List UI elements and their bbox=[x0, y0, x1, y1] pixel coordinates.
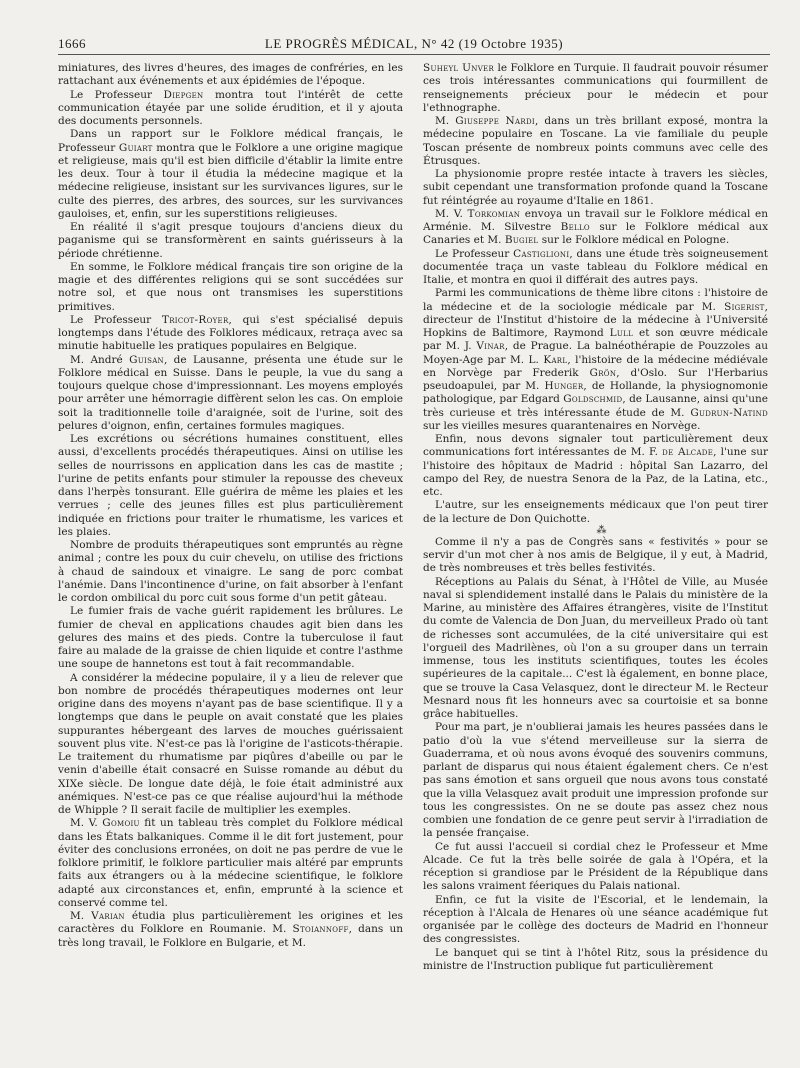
text-run: envoya un travail sur le Folklore médical en Arménie. M. Silvestre bbox=[423, 207, 768, 233]
text-run: fit un tableau très complet du Folklore médical dans les États balkaniques. Comme il le dit fort justement, pour éviter des conclusions erronées, on doit ne pas perdre de vue le folklore primitif, le folklore particulier mais altéré par emprunts faits aux étrangers ou à la médecine scientifique, le folklore adapté aux circonstances et, enfin, emprunté à la science et conservé comme tel. bbox=[58, 817, 403, 909]
text-run: M. André bbox=[70, 353, 130, 366]
text-run: La physionomie propre restée intacte à travers les siècles, subit cependant une transformation profonde quand la Toscane fut réintégrée au royaume d'Italie en 1861. bbox=[423, 168, 768, 207]
para-guisan bbox=[58, 354, 403, 434]
text-run: , de Lausanne, ainsi qu'une très curieuse et très intéressante étude de M. bbox=[423, 393, 768, 419]
text-run: Réceptions au Palais du Sénat, à l'Hôtel de Ville, au Musée naval si splendidement installé dans le Palais du ministère de la Marine, au ministère des Affaires étrangères, visite de l'Institut du comte de Valencia de Don Juan, du merveilleux Prado où tant de richesses sont accumulées, de la cité universitaire qui est l'orgueil des Madrilènes, où l'on a su grouper dans un terrain immense, tous les instituts scientifiques, toutes les écoles supérieures de la capitale... C'est là également, en bonne place, que se trouve la Casa Velasquez, dont le directeur M. le Recteur Mesnard nous fit les honneurs avec sa courtoisie et sa bonne grâce habituelles. bbox=[423, 575, 768, 720]
running-title: LE PROGRÈS MÉDICAL, N° 42 (19 Octobre 1935) bbox=[264, 36, 564, 51]
text-run: et son œuvre médicale par M. J. bbox=[423, 327, 768, 353]
para-nardi bbox=[423, 115, 768, 168]
person-name: Vinar bbox=[476, 340, 505, 353]
para-alcade-accueil bbox=[423, 841, 768, 894]
text-run: L'autre, sur les enseignements médicaux que l'on peut tirer de la lecture de Don Quichotte. bbox=[423, 499, 768, 525]
text-run: , directeur de l'Institut d'histoire de la médecine à l'Université Hopkins de Baltimore, Raymond bbox=[423, 300, 768, 339]
person-name: Guisan bbox=[129, 353, 164, 366]
para-receptions bbox=[423, 576, 768, 722]
text-run: Nombre de produits thérapeutiques sont empruntés au règne animal ; contre les poux du cuir chevelu, on utilise des frictions à chaud de saindoux et vinaigre. Le sang de porc combat l'anémie. Dans l'incontinence d'urine, on fait absorber à l'enfant le cordon ombilical du porc cuit sous forme d'un petit gâteau. bbox=[58, 539, 403, 604]
text-run: Dans un rapport sur le Folklore médical français, le Professeur bbox=[58, 128, 403, 154]
text-run: Enfin, nous devons signaler tout particulièrement deux communications fort intéressantes de M. F. bbox=[423, 433, 768, 459]
person-name: Stoiannoff bbox=[292, 923, 349, 936]
person-name: Grön bbox=[589, 366, 617, 379]
text-run: sur les vieilles mesures quarantenaires en Norvège. bbox=[423, 419, 701, 432]
para-diepgen bbox=[58, 89, 403, 129]
person-name: Suheyl Unver bbox=[423, 62, 495, 74]
text-run: sur le Folklore médical aux Canaries et M. bbox=[423, 221, 768, 247]
text-run: montra que le Folklore a une origine magique et religieuse, mais qu'il est bien difficile d'établir la limite entre les deux. Tour à tour il étudia la médecine magique et la médecine religieuse, insistant sur les survivances ligures, sur le culte des pierres, des arbres, des sources, sur les survivances gauloises, et, enfin, sur les superstitions religieuses. bbox=[58, 141, 403, 220]
text-run: Ce fut aussi l'accueil si cordial chez le Professeur et Mme Alcade. Ce fut la très belle soirée de gala à l'Opéra, et la réception si grandiose par le Président de la République dans les salons vraiment féeriques du Palais national. bbox=[423, 840, 768, 893]
text-run: Les excrétions ou sécrétions humaines constituent, elles aussi, d'excellents procédés thérapeutiques. Ainsi on utilise les selles de nourrissons en application dans les cas de mastite ; l'urine de petits enfants pour stimuler la repousse des cheveux dans l'herpès tonsurant. Elle guérira de même les plaies et les verrues ; celle des jeunes filles est plus particulièrement indiquée en frictions pour traiter le rhumatisme, les varices et les plaies. bbox=[58, 433, 403, 538]
para-escorial bbox=[423, 894, 768, 947]
para-quichotte bbox=[423, 499, 768, 526]
text-run: , qui s'est spécialisé depuis longtemps dans l'étude des Folklores médicaux, retraça avec sa minutie habituelle les pratiques populaires en Belgique. bbox=[58, 313, 403, 353]
person-name: Goldschmid bbox=[563, 393, 623, 406]
para-alcade bbox=[423, 433, 768, 499]
text-run: En somme, le Folklore médical français tire son origine de la magie et des différentes religions qui se sont succédées sur notre sol, et que nous ont transmises les superstitions primitives. bbox=[58, 260, 403, 313]
text-run: Le Professeur bbox=[435, 247, 514, 260]
text-run: Le banquet qui se tint à l'hôtel Ritz, sous la présidence du ministre de l'Instruction publique fut particulièrement bbox=[423, 946, 768, 972]
text-run: M. bbox=[70, 910, 92, 922]
para-fumier bbox=[58, 605, 403, 671]
text-run: , dans un très brillant exposé, montra la médecine populaire en Toscane. La vie familiale du peuple Toscan présente de nombreux points communs avec celle des Étrusques. bbox=[423, 115, 768, 167]
text-run: Comme il n'y a pas de Congrès sans « festivités » pour se servir d'un mot cher à nos amis de Belgique, il y eut, à Madrid, de très nombreuses et très belles festivités. bbox=[423, 535, 768, 575]
person-name: Castiglioni bbox=[513, 247, 570, 260]
person-name: Hunger bbox=[544, 380, 584, 392]
text-run: , dans une étude très soigneusement documentée traça un vaste tableau du Folklore médical en Italie, et montra en quoi il différait des autres pays. bbox=[423, 247, 768, 286]
person-name: Gudrun-Natind bbox=[690, 406, 768, 419]
para-castiglioni bbox=[423, 248, 768, 288]
text-run: Enfin, ce fut la visite de l'Escorial, et le lendemain, la réception à l'Alcala de Henares où une séance académique fut organisée par le collège des docteurs de Madrid en l'honneur des congressistes. bbox=[423, 893, 768, 946]
para-varian bbox=[58, 910, 403, 950]
para-sigerist bbox=[423, 287, 768, 433]
text-run: Parmi les communications de thème libre citons : l'histoire de la médecine et de la sociologie médicale par M. bbox=[423, 287, 768, 313]
person-name: Guiart bbox=[118, 141, 153, 154]
person-name: de Alcade bbox=[662, 446, 714, 459]
person-name: Tricot-Royer bbox=[161, 313, 229, 326]
person-name: Gomoiu bbox=[102, 817, 140, 830]
person-name: Diepgen bbox=[163, 88, 204, 101]
para-gomoiu bbox=[58, 817, 403, 910]
person-name: Bugiel bbox=[504, 234, 539, 247]
para-physionomie bbox=[423, 168, 768, 208]
section-stars bbox=[423, 526, 768, 536]
person-name: Lull bbox=[609, 327, 634, 339]
para-excretions bbox=[58, 433, 403, 539]
person-name: Karl bbox=[543, 353, 568, 366]
page-header bbox=[58, 36, 770, 55]
para-unver bbox=[423, 62, 768, 115]
text-run: étudia plus particulièrement les origines et les caractères du Folklore en Roumanie. M. bbox=[58, 910, 403, 936]
text-run: ⁂ bbox=[596, 524, 607, 536]
person-name: Varian bbox=[91, 910, 125, 922]
text-run: , de Lausanne, présenta une étude sur le Folklore médical en Suisse. Dans le peuple, la vue du sang a toujours quelque chose d'impressionnant. Les moyens employés pour arrêter une hémorragie diffèrent selon les cas. On emploie soit la traditionnelle toile d'araignée, soit de l'urine, soit des pelures d'oignon, enfin, certaines formules magiques. bbox=[58, 353, 403, 432]
para-festivites bbox=[423, 536, 768, 576]
text-run: En réalité il s'agit presque toujours d'anciens dieux du paganisme qui se transformèrent en saints guérisseurs à la période chrétienne. bbox=[58, 221, 403, 260]
person-name: Torkomian bbox=[467, 207, 521, 220]
text-run: miniatures, des livres d'heures, des images de confréries, en les rattachant aux événements et aux épidémies de l'époque. bbox=[58, 62, 403, 88]
para-medecine-populaire bbox=[58, 672, 403, 818]
para-guiart bbox=[58, 128, 403, 221]
person-name: Bello bbox=[560, 221, 590, 233]
para-tricot-royer bbox=[58, 314, 403, 354]
para-torkomian bbox=[423, 208, 768, 248]
right-column bbox=[423, 62, 768, 1057]
text-run: A considérer la médecine populaire, il y a lieu de relever que bon nombre de procédés thérapeutiques modernes ont leur origine dans des moyens n'ayant pas de base scientifique. Il y a longtemps que dans le peuple on avait constaté que les plaies suppurantes hébergeant des larves de mouches guérissaient souvent plus vite. N'est-ce pas là l'origine de l'asticots-thérapie. Le traitement du rhumatisme par piqûres d'abeille ou par le venin d'abeille était consacré en Suisse romande au début du XIXe siècle. De longue date déjà, le foie était administré aux anémiques. N'est-ce pas ce que réalise aujourd'hui la méthode de Whipple ? Il serait facile de multiplier les exemples. bbox=[58, 671, 403, 816]
text-run: , dans un très long travail, le Folklore en Bulgarie, et M. bbox=[58, 923, 403, 949]
text-run: , l'une sur l'histoire des hôpitaux de Madrid : hôpital San Lazarro, del campo del Rey, de nuestra Senora de la Paz, de la Latina, etc., etc. bbox=[423, 446, 768, 498]
person-name: Sigerist bbox=[724, 300, 765, 313]
text-run: , d'Oslo. Sur l'Herbarius pseudoapulei, par M. bbox=[423, 366, 768, 392]
text-run: Pour ma part, je n'oublierai jamais les heures passées dans le patio d'où la vue s'étend merveilleuse sur la sierra de Guaderrama, et où nous avons évoqué des souvenirs communs, parlant de disparus qui nous étaient également chers. Ce n'est pas sans émotion et sans orgueil que nous avons tous constaté que la villa Velasquez avait produit une impression profonde sur tous les congressistes. On ne se doute pas assez chez nous combien une fondation de ce genre peut servir à l'irradiation de la pensée française. bbox=[423, 721, 768, 840]
para-regne-animal bbox=[58, 539, 403, 605]
text-run: Le Professeur bbox=[70, 88, 164, 101]
text-run: M. V. bbox=[435, 207, 468, 220]
para-miniatures bbox=[58, 62, 403, 89]
text-run: Le Professeur bbox=[70, 313, 162, 326]
text-run: Le fumier frais de vache guérit rapidement les brûlures. Le fumier de cheval en applications chaudes agit bien dans les gelures des mains et des pieds. Contre la tuberculose il faut faire au malade de la graisse de chien liquide et contre l'asthme une soupe de hannetons est tout à fait recommandable. bbox=[58, 605, 403, 671]
page-number: 1666 bbox=[58, 36, 86, 51]
para-banquet bbox=[423, 947, 768, 974]
text-run: M. V. bbox=[70, 817, 103, 830]
text-run: , de Hollande, la physiognomonie pathologique, par Edgard bbox=[423, 380, 768, 406]
text-run: M. bbox=[435, 115, 456, 127]
person-name: Giuseppe Nardi bbox=[455, 115, 535, 127]
text-run: sur le Folklore médical en Pologne. bbox=[538, 234, 730, 247]
text-run: montra tout l'intérêt de cette communication étayée par une solide érudition, et il y ajouta des documents personnels. bbox=[58, 88, 403, 127]
text-run: , de Prague. La balnéothérapie de Pouzzoles au Moyen-Age par M. L. bbox=[423, 340, 768, 366]
para-pour-ma-part bbox=[423, 721, 768, 840]
para-paganisme bbox=[58, 221, 403, 261]
text-run: , l'histoire de la médecine médiévale en Norvège par Frederik bbox=[423, 353, 768, 379]
para-somme bbox=[58, 261, 403, 314]
left-column bbox=[58, 62, 403, 1057]
text-run: le Folklore en Turquie. Il faudrait pouvoir résumer ces trois intéressantes communications qui fourmillent de renseignements précieux pour le médecin et pour l'ethnographe. bbox=[423, 62, 768, 114]
